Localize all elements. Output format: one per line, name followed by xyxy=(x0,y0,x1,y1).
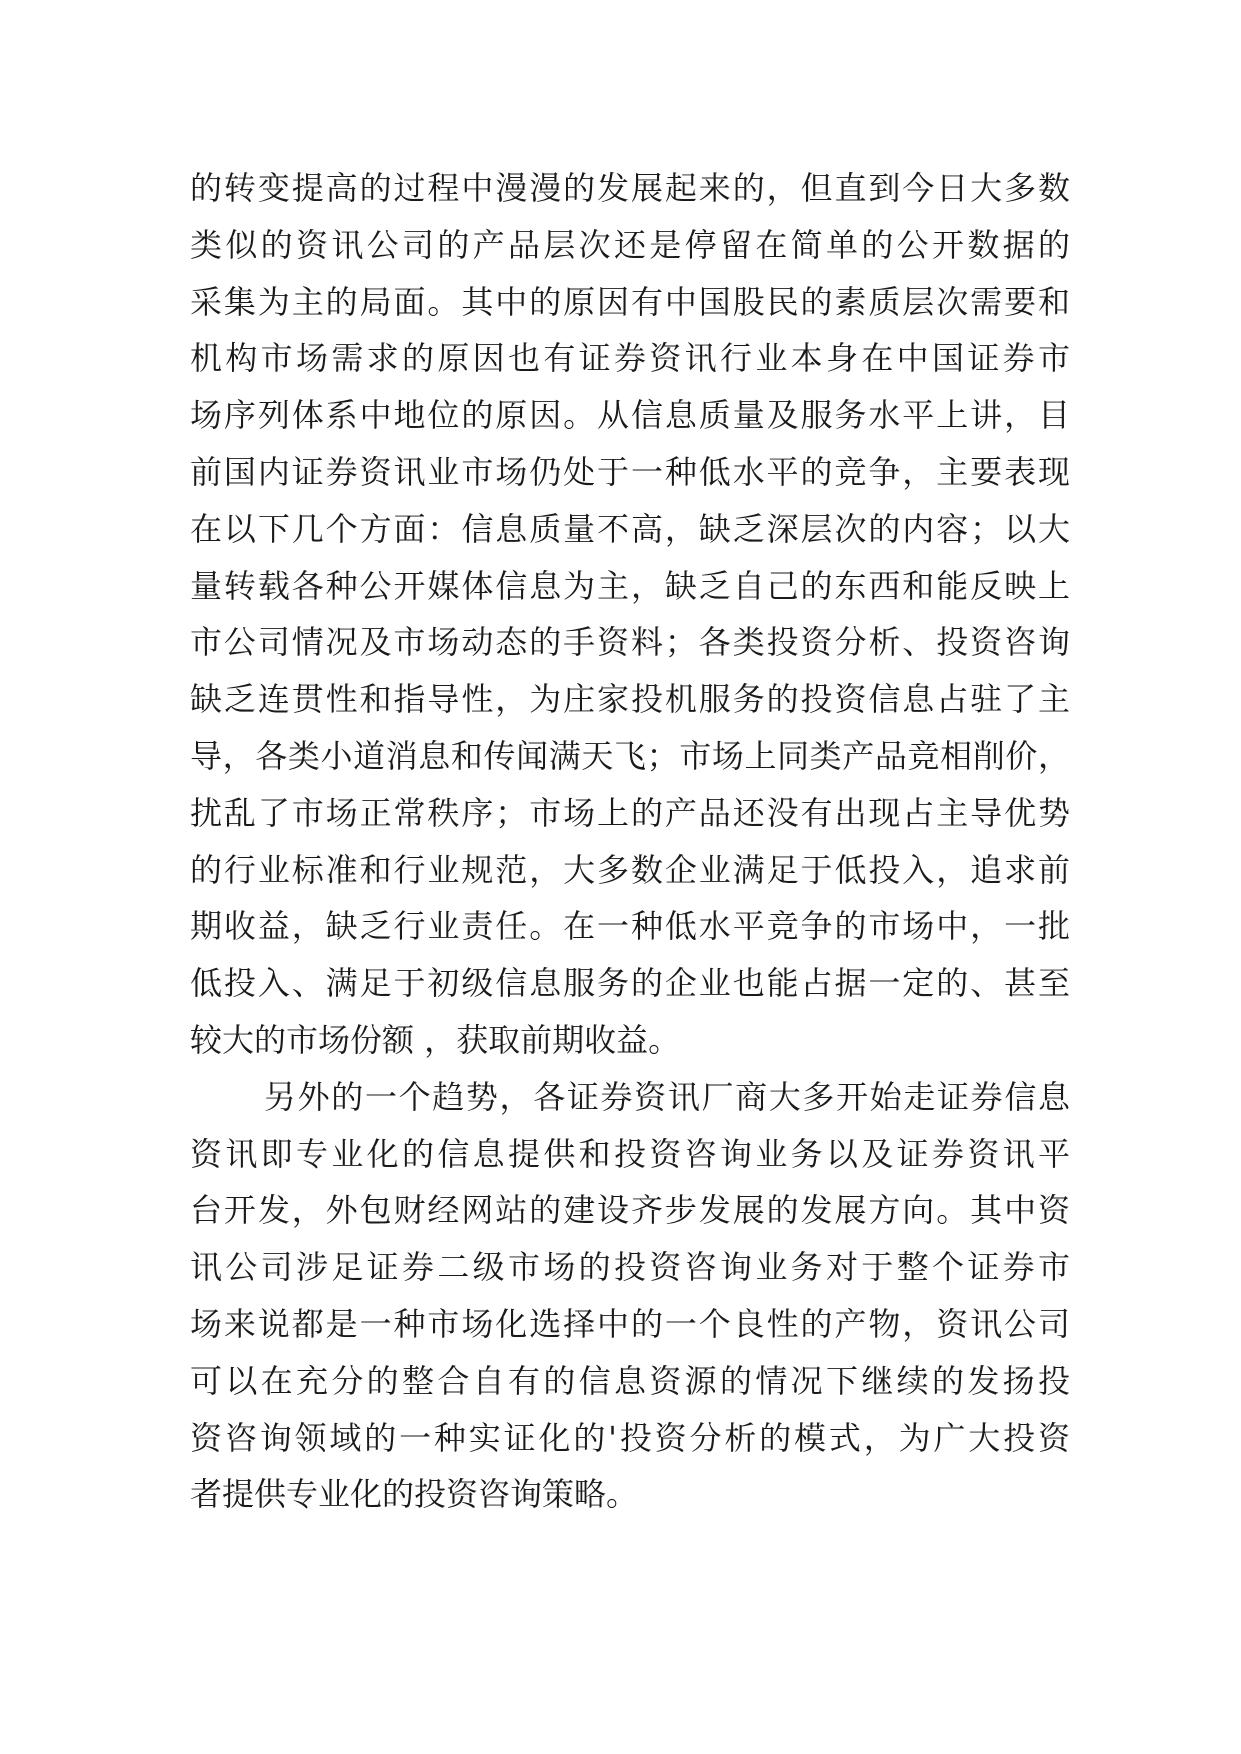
text-line: 扰乱了市场正常秩序；市场上的产品还没有出现占主导优势 xyxy=(190,793,1070,832)
text-line: 者提供专业化的投资咨询策略。 xyxy=(190,1475,639,1514)
paragraph-1 xyxy=(190,160,1070,1069)
paragraph-2 xyxy=(190,1069,1070,1523)
text-line: 量转载各种公开媒体信息为主，缺乏自己的东西和能反映上 xyxy=(190,566,1070,605)
text-line: 可以在充分的整合自有的信息资源的情况下继续的发扬投 xyxy=(190,1361,1070,1400)
text-line: 缺乏连贯性和指导性，为庄家投机服务的投资信息占驻了主 xyxy=(190,680,1070,719)
text-line: 场序列体系中地位的原因。从信息质量及服务水平上讲，目 xyxy=(190,396,1070,435)
text-line: 较大的市场份额 ，获取前期收益。 xyxy=(190,1020,681,1059)
text-line: 在以下几个方面：信息质量不高，缺乏深层次的内容；以大 xyxy=(190,509,1070,548)
text-line: 的行业标准和行业规范，大多数企业满足于低投入，追求前 xyxy=(190,850,1070,889)
text-line: 另外的一个趋势，各证券资讯厂商大多开始走证券信息 xyxy=(264,1077,1070,1116)
text-line: 讯公司涉足证券二级市场的投资咨询业务对于整个证券市 xyxy=(190,1248,1070,1287)
text-line: 的转变提高的过程中漫漫的发展起来的，但直到今日大多数 xyxy=(190,169,1070,207)
text-line: 台开发，外包财经网站的建设齐步发展的发展方向。其中资 xyxy=(190,1191,1070,1230)
text-line: 机构市场需求的原因也有证券资讯行业本身在中国证券市 xyxy=(190,339,1070,378)
text-line: 资讯即专业化的信息提供和投资咨询业务以及证券资讯平 xyxy=(190,1134,1070,1173)
document-body xyxy=(190,160,1070,1523)
text-line: 期收益，缺乏行业责任。在一种低水平竞争的市场中，一批 xyxy=(190,907,1070,946)
text-line: 低投入、满足于初级信息服务的企业也能占据一定的、甚至 xyxy=(190,964,1070,1003)
text-line: 资咨询领域的一种实证化的'投资分析的模式，为广大投资 xyxy=(190,1418,1070,1457)
text-line: 类似的资讯公司的产品层次还是停留在简单的公开数据的 xyxy=(190,225,1070,264)
text-line: 采集为主的局面。其中的原因有中国股民的素质层次需要和 xyxy=(190,282,1070,321)
text-line: 前国内证券资讯业市场仍处于一种低水平的竞争，主要表现 xyxy=(190,452,1070,491)
text-line: 市公司情况及市场动态的手资料；各类投资分析、投资咨询 xyxy=(190,623,1070,662)
text-line: 场来说都是一种市场化选择中的一个良性的产物，资讯公司 xyxy=(190,1304,1070,1343)
text-line: 导，各类小道消息和传闻满天飞；市场上同类产品竞相削价， xyxy=(190,736,1070,775)
